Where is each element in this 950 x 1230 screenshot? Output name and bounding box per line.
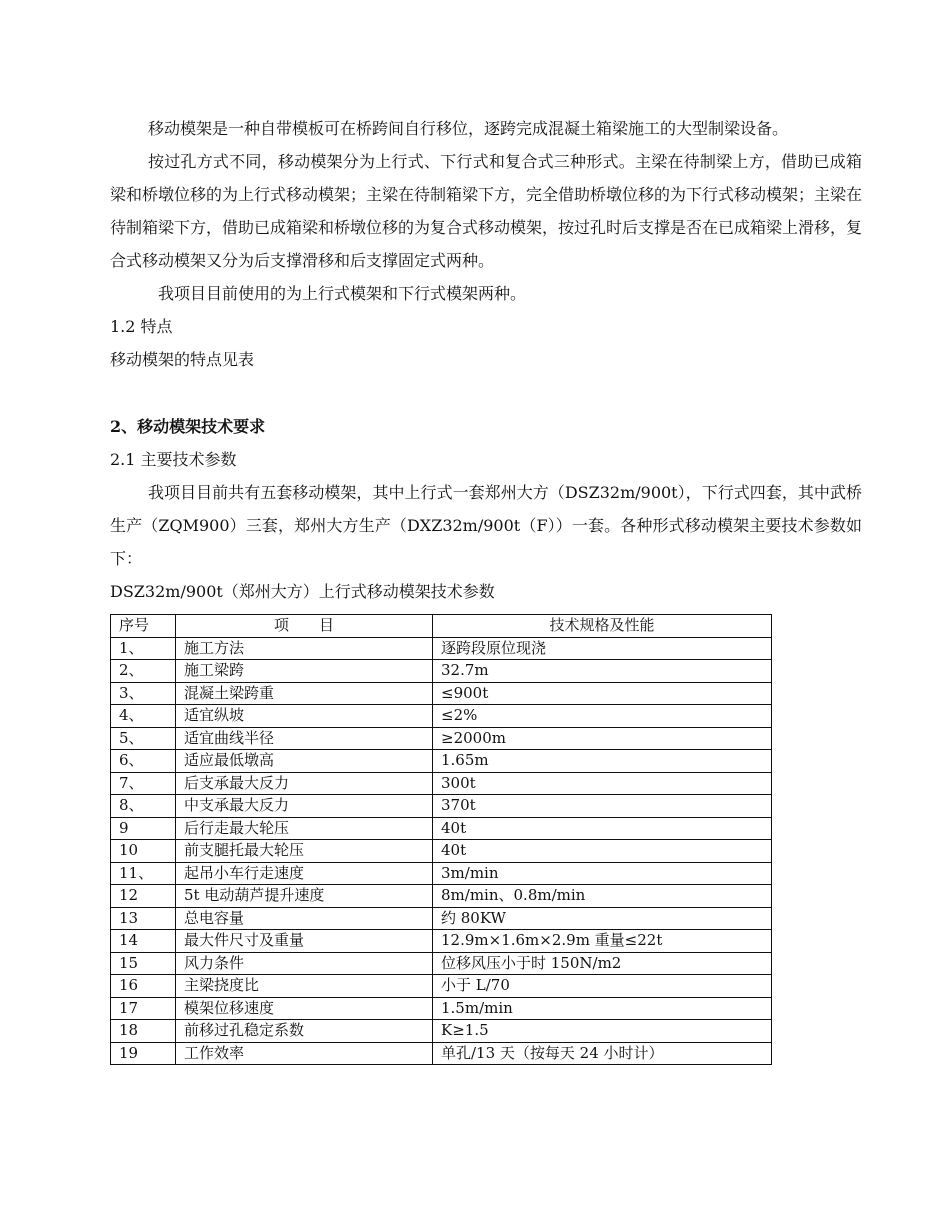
section-1-2-heading: 1.2 特点	[110, 317, 173, 336]
row-no: 13	[111, 907, 176, 930]
row-no: 10	[111, 840, 176, 863]
table-row	[111, 907, 772, 930]
row-spec: 40t	[433, 817, 772, 840]
row-item: 施工梁跨	[176, 660, 433, 683]
table-row	[111, 682, 772, 705]
row-no: 19	[111, 1042, 176, 1065]
section-2-1-heading: 2.1 主要技术参数	[110, 450, 237, 469]
table-row	[111, 975, 772, 998]
table-row	[111, 705, 772, 728]
row-spec: 300t	[433, 772, 772, 795]
row-spec: ≥2000m	[433, 727, 772, 750]
row-no: 7、	[111, 772, 176, 795]
row-no: 12	[111, 885, 176, 908]
header-spec: 技术规格及性能	[433, 615, 772, 638]
technical-parameters-table	[110, 614, 772, 1065]
table-row	[111, 1042, 772, 1065]
row-no: 16	[111, 975, 176, 998]
row-item: 适宜纵坡	[176, 705, 433, 728]
classification-paragraph: 按过孔方式不同，移动模架分为上行式、下行式和复合式三种形式。主梁在待制梁上方，借助已成箱梁和桥墩位移的为上行式移动模架；主梁在待制箱梁下方，完全借助桥墩位移的为下行式移动模架；主梁在待制箱梁下方，借助已成箱梁和桥墩位移的为复合式移动模架，按过孔时后支撑是否在已成箱梁上滑移，复合式移动模架又分为后支撑滑移和后支撑固定式两种。	[110, 152, 863, 270]
row-no: 11、	[111, 862, 176, 885]
document-page	[110, 112, 862, 1065]
table-row	[111, 862, 772, 885]
row-no: 9	[111, 817, 176, 840]
row-spec: ≤900t	[433, 682, 772, 705]
row-no: 15	[111, 952, 176, 975]
row-item: 起吊小车行走速度	[176, 862, 433, 885]
section-2-heading: 2、移动模架技术要求	[110, 417, 266, 436]
row-item: 混凝土梁跨重	[176, 682, 433, 705]
row-item: 适应最低墩高	[176, 750, 433, 773]
row-spec: 3m/min	[433, 862, 772, 885]
header-item: 项 目	[176, 615, 433, 638]
project-usage-paragraph: 我项目目前使用的为上行式模架和下行式模架两种。	[158, 284, 527, 303]
row-item: 中支承最大反力	[176, 795, 433, 818]
row-no: 6、	[111, 750, 176, 773]
table-header-row	[111, 615, 772, 638]
table-row	[111, 727, 772, 750]
row-spec: 370t	[433, 795, 772, 818]
table-row	[111, 660, 772, 683]
row-spec: K≥1.5	[433, 1020, 772, 1043]
table-row	[111, 637, 772, 660]
row-spec: 1.5m/min	[433, 997, 772, 1020]
row-spec: 小于 L/70	[433, 975, 772, 998]
row-spec: 约 80KW	[433, 907, 772, 930]
row-item: 前移过孔稳定系数	[176, 1020, 433, 1043]
row-no: 17	[111, 997, 176, 1020]
row-spec: 40t	[433, 840, 772, 863]
intro-paragraph: 移动模架是一种自带模板可在桥跨间自行移位，逐跨完成混凝土箱梁施工的大型制梁设备。	[148, 119, 789, 138]
row-item: 工作效率	[176, 1042, 433, 1065]
row-no: 14	[111, 930, 176, 953]
table-row	[111, 750, 772, 773]
table-title: DSZ32m/900t（郑州大方）上行式移动模架技术参数	[110, 582, 495, 601]
row-spec: 逐跨段原位现浇	[433, 637, 772, 660]
header-no: 序号	[111, 615, 176, 638]
row-spec: 1.65m	[433, 750, 772, 773]
table-row	[111, 997, 772, 1020]
row-item: 主梁挠度比	[176, 975, 433, 998]
row-spec: ≤2%	[433, 705, 772, 728]
parameters-intro-paragraph: 我项目目前共有五套移动模架，其中上行式一套郑州大方（DSZ32m/900t），下行式四套，其中武桥生产（ZQM900）三套，郑州大方生产（DXZ32m/900t（F））一套。各种形式移动模架主要技术参数如下：	[110, 483, 862, 568]
row-item: 模架位移速度	[176, 997, 433, 1020]
row-spec: 位移风压小于时 150N/m2	[433, 952, 772, 975]
table-row	[111, 930, 772, 953]
row-item: 5t 电动葫芦提升速度	[176, 885, 433, 908]
row-no: 18	[111, 1020, 176, 1043]
row-spec: 32.7m	[433, 660, 772, 683]
row-no: 1、	[111, 637, 176, 660]
table-row	[111, 772, 772, 795]
row-item: 总电容量	[176, 907, 433, 930]
row-spec: 单孔/13 天（按每天 24 小时计）	[433, 1042, 772, 1065]
row-item: 风力条件	[176, 952, 433, 975]
table-row	[111, 885, 772, 908]
row-spec: 8m/min、0.8m/min	[433, 885, 772, 908]
row-item: 最大件尺寸及重量	[176, 930, 433, 953]
row-no: 8、	[111, 795, 176, 818]
row-no: 4、	[111, 705, 176, 728]
row-item: 前支腿托最大轮压	[176, 840, 433, 863]
table-row	[111, 952, 772, 975]
table-row	[111, 795, 772, 818]
row-item: 后支承最大反力	[176, 772, 433, 795]
row-no: 2、	[111, 660, 176, 683]
table-row	[111, 817, 772, 840]
row-item: 施工方法	[176, 637, 433, 660]
row-item: 适宜曲线半径	[176, 727, 433, 750]
row-item: 后行走最大轮压	[176, 817, 433, 840]
table-row	[111, 840, 772, 863]
row-no: 3、	[111, 682, 176, 705]
row-spec: 12.9m×1.6m×2.9m 重量≤22t	[433, 930, 772, 953]
table-row	[111, 1020, 772, 1043]
row-no: 5、	[111, 727, 176, 750]
features-paragraph: 移动模架的特点见表	[110, 350, 255, 369]
